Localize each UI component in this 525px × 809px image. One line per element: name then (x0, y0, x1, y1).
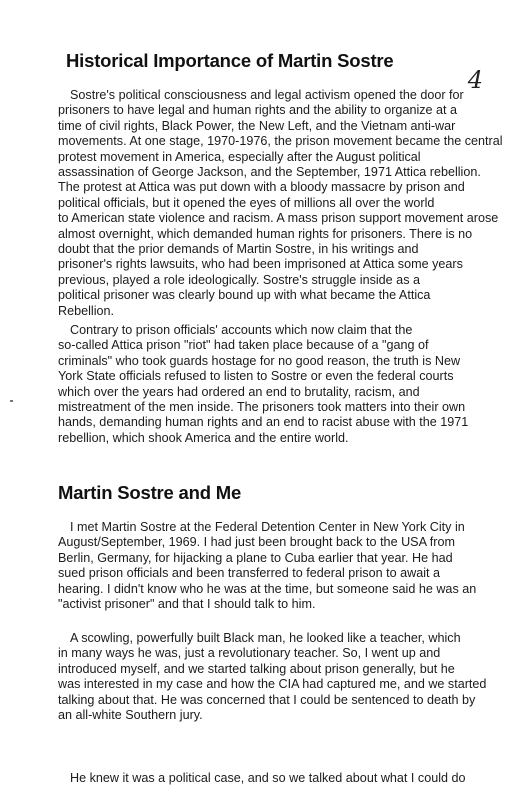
text-line: rebellion, which shook America and the entire world. (58, 430, 349, 445)
text-line: doubt that the prior demands of Martin Sostre, in his writings and (58, 242, 419, 257)
text-line: so-called Attica prison "riot" had taken place because of a "gang of (58, 338, 429, 353)
paragraph-political-case (58, 771, 466, 786)
text-line: York State officials refused to listen to Sostre or even the federal courts (58, 369, 454, 384)
text-line: hearing. I didn't know who he was at the time, but someone said he was an (58, 581, 477, 596)
text-line: which over the years had ordered an end to brutality, racism, and (58, 384, 420, 399)
text-line: an all-white Southern jury. (58, 708, 203, 723)
text-line: mistreatment of the men inside. The prisoners took matters into their own (58, 400, 466, 415)
text-line: political officials, but it opened the eyes of millions all over the world (58, 195, 435, 210)
text-line: hands, demanding human rights and an end to racist abuse with the 1971 (58, 415, 469, 430)
paragraph-first-meeting (58, 520, 476, 612)
text-line: to American state violence and racism. A mass prison support movement arose (58, 211, 499, 226)
text-line: "activist prisoner" and that I should talk to him. (58, 597, 316, 612)
text-line: previous, played a role ideologically. Sostre's struggle inside as a (58, 272, 420, 287)
text-line: political prisoner was clearly bound up with what became the Attica (58, 288, 431, 303)
text-line: The protest at Attica was put down with a bloody massacre by prison and (58, 180, 465, 195)
paragraph-description (58, 631, 486, 723)
text-line: August/September, 1969. I had just been brought back to the USA from (58, 535, 455, 550)
text-line: Berlin, Germany, for hijacking a plane to Cuba earlier that year. He had (58, 550, 453, 565)
section-heading-historical-importance: Historical Importance of Martin Sostre (66, 50, 394, 71)
text-line: talking about that. He was concerned that I could be sentenced to death by (58, 692, 476, 707)
text-line: sued prison officials and been transferred to federal prison to await a (58, 566, 441, 581)
paragraph-attica-riot (58, 323, 468, 446)
text-line: time of civil rights, Black Power, the New Left, and the Vietnam anti-war (58, 118, 456, 133)
scan-speck (10, 400, 13, 402)
text-line: movements. At one stage, 1970-1976, the prison movement became the central (58, 134, 503, 149)
text-line: assassination of George Jackson, and the September, 1971 Attica rebellion. (58, 165, 481, 180)
paragraph-historical-importance (58, 88, 503, 319)
text-line: criminals" who took guards hostage for no good reason, the truth is New (58, 353, 461, 368)
text-line: A scowling, powerfully built Black man, he looked like a teacher, which (70, 631, 461, 645)
text-line: introduced myself, and we started talking about prison generally, but he (58, 661, 455, 676)
text-line: was interested in my case and how the CIA had captured me, and we started (58, 677, 487, 692)
text-line: He knew it was a political case, and so we talked about what I could do (70, 771, 466, 785)
page-number: 4 (467, 66, 483, 94)
text-line: Contrary to prison officials' accounts which now claim that the (70, 323, 413, 337)
text-line: prisoner's rights lawsuits, who had been imprisoned at Attica some years (58, 257, 463, 272)
text-line: in many ways he was, just a revolutionary teacher. So, I went up and (58, 646, 441, 661)
text-line: Sostre's political consciousness and legal activism opened the door for (70, 88, 464, 102)
text-line: almost overnight, which demanded human rights for prisoners. There is no (58, 226, 473, 241)
section-heading-sostre-and-me: Martin Sostre and Me (58, 482, 242, 503)
text-line: Rebellion. (58, 303, 115, 318)
text-line: prisoners to have legal and human rights and the ability to organize at a (58, 103, 458, 118)
text-line: protest movement in America, especially after the August political (58, 149, 421, 164)
text-line: I met Martin Sostre at the Federal Detention Center in New York City in (70, 520, 465, 534)
